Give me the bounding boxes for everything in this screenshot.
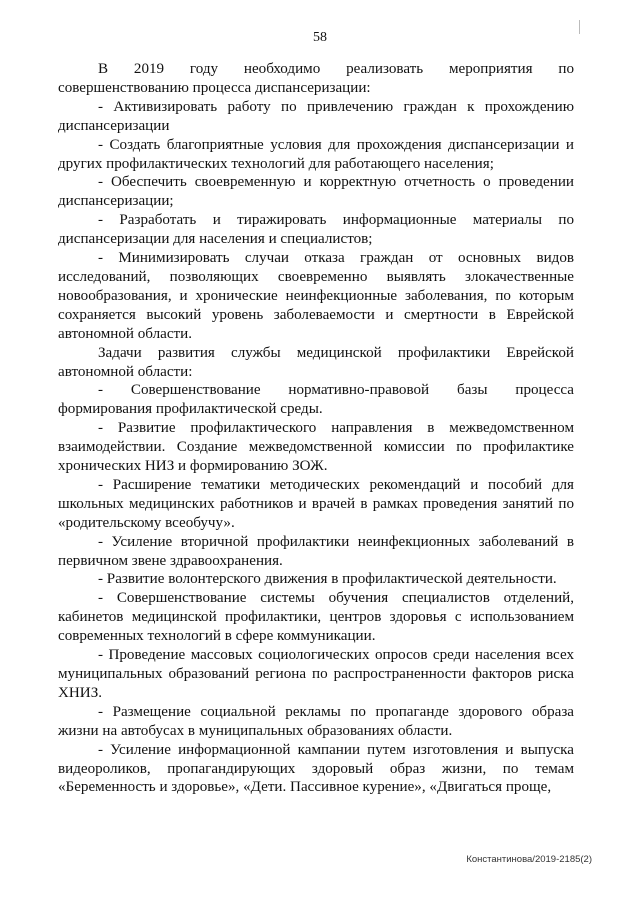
body-text <box>58 60 574 797</box>
paragraph: - Усиление вторичной профилактики неинфекционных заболеваний в первичном звене здравоохранения. <box>58 533 574 569</box>
paragraph: - Создать благоприятные условия для прохождения диспансеризации и других профилактических технологий для работающего населения; <box>58 136 574 172</box>
paragraph: - Усиление информационной кампании путем изготовления и выпуска видеороликов, пропагандирующих здоровый образ жизни, по темам «Беременность и здоровье», «Дети. Пассивное курение», «Двигаться проще, <box>58 741 574 796</box>
paragraph: - Развитие профилактического направления в межведомственном взаимодействии. Создание межведомственной комиссии по профилактике хронических НИЗ и формированию ЗОЖ. <box>58 420 574 475</box>
paragraph: Задачи развития службы медицинской профилактики Еврейской автономной области: <box>58 344 574 380</box>
paragraph: - Развитие волонтерского движения в профилактической деятельности. <box>98 571 557 588</box>
paragraph: В 2019 году необходимо реализовать мероприятия по совершенствованию процесса диспансеризации: <box>58 61 574 96</box>
paragraph: - Размещение социальной рекламы по пропаганде здорового образа жизни на автобусах в муниципальных образованиях области. <box>58 703 574 739</box>
paragraph: - Обеспечить своевременную и корректную отчетность о проведении диспансеризации; <box>58 174 574 210</box>
paragraph: - Совершенствование нормативно-правовой базы процесса формирования профилактической среды. <box>58 382 574 418</box>
paragraph: - Проведение массовых социологических опросов среди населения всех муниципальных образований региона по распространенности факторов риска ХНИЗ. <box>58 647 574 701</box>
paragraph: - Совершенствование системы обучения специалистов отделений, кабинетов медицинской профилактики, центров здоровья с использованием современных технологий в сфере коммуникации. <box>58 590 574 645</box>
paragraph: - Расширение тематики методических рекомендаций и пособий для школьных медицинских работников и врачей в рамках проведения занятий по «родительскому всеобучу». <box>58 476 574 531</box>
paragraph: - Минимизировать случаи отказа граждан от основных видов исследований, позволяющих своевременно выявлять злокачественные новообразования, и хронические неинфекционные заболевания, по которым сохраняется высокий уровень заболеваемости и смертности в Еврейской автономной области. <box>58 250 574 342</box>
page-number: 58 <box>313 30 327 45</box>
paragraph: - Активизировать работу по привлечению граждан к прохождению диспансеризации <box>58 98 574 134</box>
paragraph: - Разработать и тиражировать информационные материалы по диспансеризации для населения и специалистов; <box>58 212 574 248</box>
footer-doc-reference: Константинова/2019-2185(2) <box>466 854 592 865</box>
